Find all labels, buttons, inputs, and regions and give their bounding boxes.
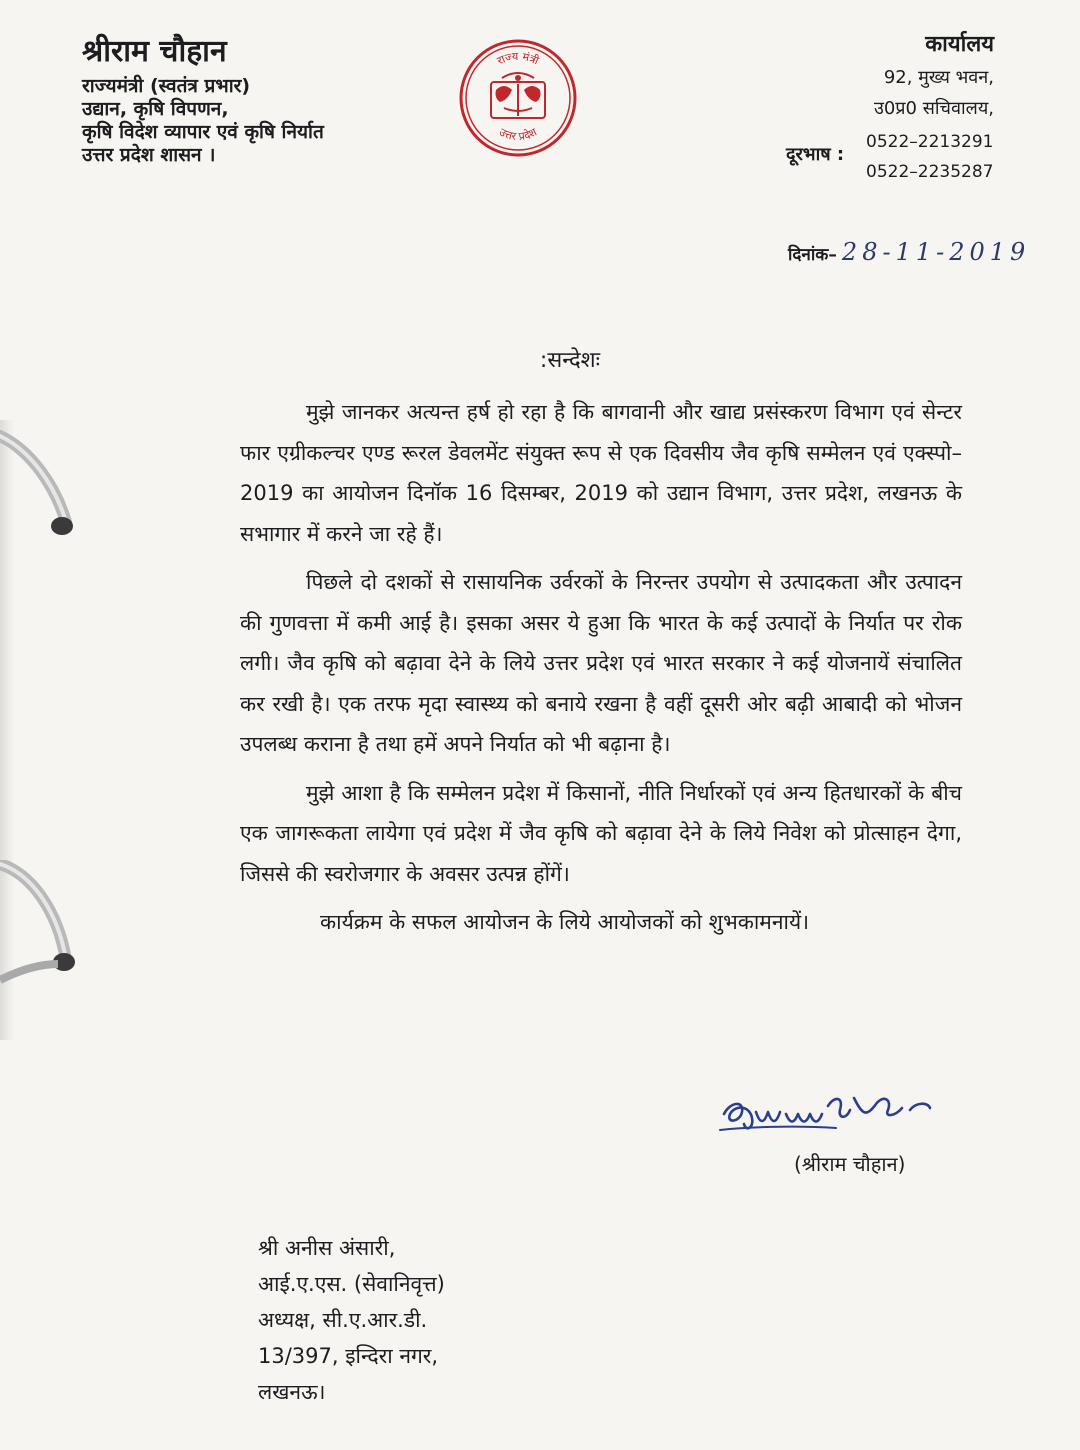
message-heading [0,344,1080,374]
uttar-pradesh-emblem-icon [458,38,578,158]
recipient-designation: अध्यक्ष, सी.ए.आर.डी. [258,1308,428,1332]
emblem-bottom-text: उत्तर प्रदेश [497,125,539,144]
svg-text:राज्य मंत्री [495,50,541,68]
paragraph-3: मुझे आशा है कि सम्मेलन प्रदेश में किसानों, नीति निर्धारकों एवं अन्य हितधारकों के बीच एक जागरूकता लायेगा एवं प्रदेश में जैव कृषि को बढ़ावा देने के लिये निवेश को प्रोत्साहन देगा, जिससे की स्वरोजगार के अवसर उत्पन्न होंगें। [240,780,962,886]
paragraph-2: पिछले दो दशकों से रासायनिक उर्वरकों के निरन्तर उपयोग से उत्पादकता और उत्पादन की गुणवत्ता में कमी आई है। इसका असर ये हुआ कि भारत के कई उत्पादों के निर्यात पर रोक लगी। जैव कृषि को बढ़ावा देने के लिये उत्तर प्रदेश एवं भारत सरकार ने कई योजनायें संचालित कर रखी है। एक तरफ मृदा स्वास्थ्य को बनाये रखना है वहीं दूसरी ओर बढ़ी आबादी को भोजन उपलब्ध कराना है तथा हमें अपने निर्यात को भी बढ़ाना है। [240,570,962,756]
signatory-name: (श्रीराम चौहान) [794,1152,906,1176]
sender-name: श्रीराम चौहान [82,34,227,69]
message-heading-text: :सन्देशः [539,348,601,373]
date-row [788,238,1030,266]
phone-number-1: 0522–2213291 [866,132,994,152]
message-body [240,392,962,951]
sender-department-1: उद्यान, कृषि विपणन, [82,97,229,120]
emblem-top-text: राज्य मंत्री [495,49,541,68]
phone-number-2: 0522–2235287 [866,161,994,182]
closing-line: कार्यक्रम के सफल आयोजन के लिये आयोजकों को शुभकामनायें। [320,910,810,934]
sender-department-2: कृषि विदेश व्यापार एवं कृषि निर्यात [82,120,324,143]
office-address-line-1: 92, मुख्य भवन, [883,67,994,89]
office-address-block [874,26,994,125]
sender-designation: राज्यमंत्री (स्वतंत्र प्रभार) [82,74,251,97]
svg-text:उत्तर प्रदेश [497,125,539,143]
paragraph-1: मुझे जानकर अत्यन्त हर्ष हो रहा है कि बागवानी और खाद्य प्रसंस्करण विभाग एवं सेन्टर फार एग्रीकल्चर एण्ड रूरल डेवलमेंट संयुक्त रूप से एक दिवसीय जैव कृषि सम्मेलन एवं एक्स्पो–2019 का आयोजन दिनॉक 16 दिसम्बर, 2019 को उद्यान विभाग, उत्तर प्रदेश, लखनऊ के सभागार में करने जा रहे हैं। [240,400,962,546]
office-address-line-2: उ0प्र0 सचिवालय, [873,97,994,119]
date-value: 28-11-2019 [841,238,1031,266]
date-label: दिनांक– [788,245,837,265]
phone-label: दूरभाष : [786,144,845,165]
recipient-service: आई.ए.एस. (सेवानिवृत्त) [258,1272,445,1296]
recipient-block [258,1230,445,1410]
office-title: कार्यालय [925,32,994,57]
recipient-name: श्री अनीस अंसारी, [258,1236,396,1260]
binder-ring-icon [0,860,86,1010]
recipient-address: 13/397, इन्दिरा नगर, [258,1344,439,1368]
sender-government: उत्तर प्रदेश शासन । [82,144,216,167]
sender-block [82,34,324,167]
signature-icon [716,1084,986,1150]
recipient-city: लखनऊ। [258,1380,326,1404]
phone-numbers [866,128,993,188]
binder-ring-icon [0,430,86,560]
